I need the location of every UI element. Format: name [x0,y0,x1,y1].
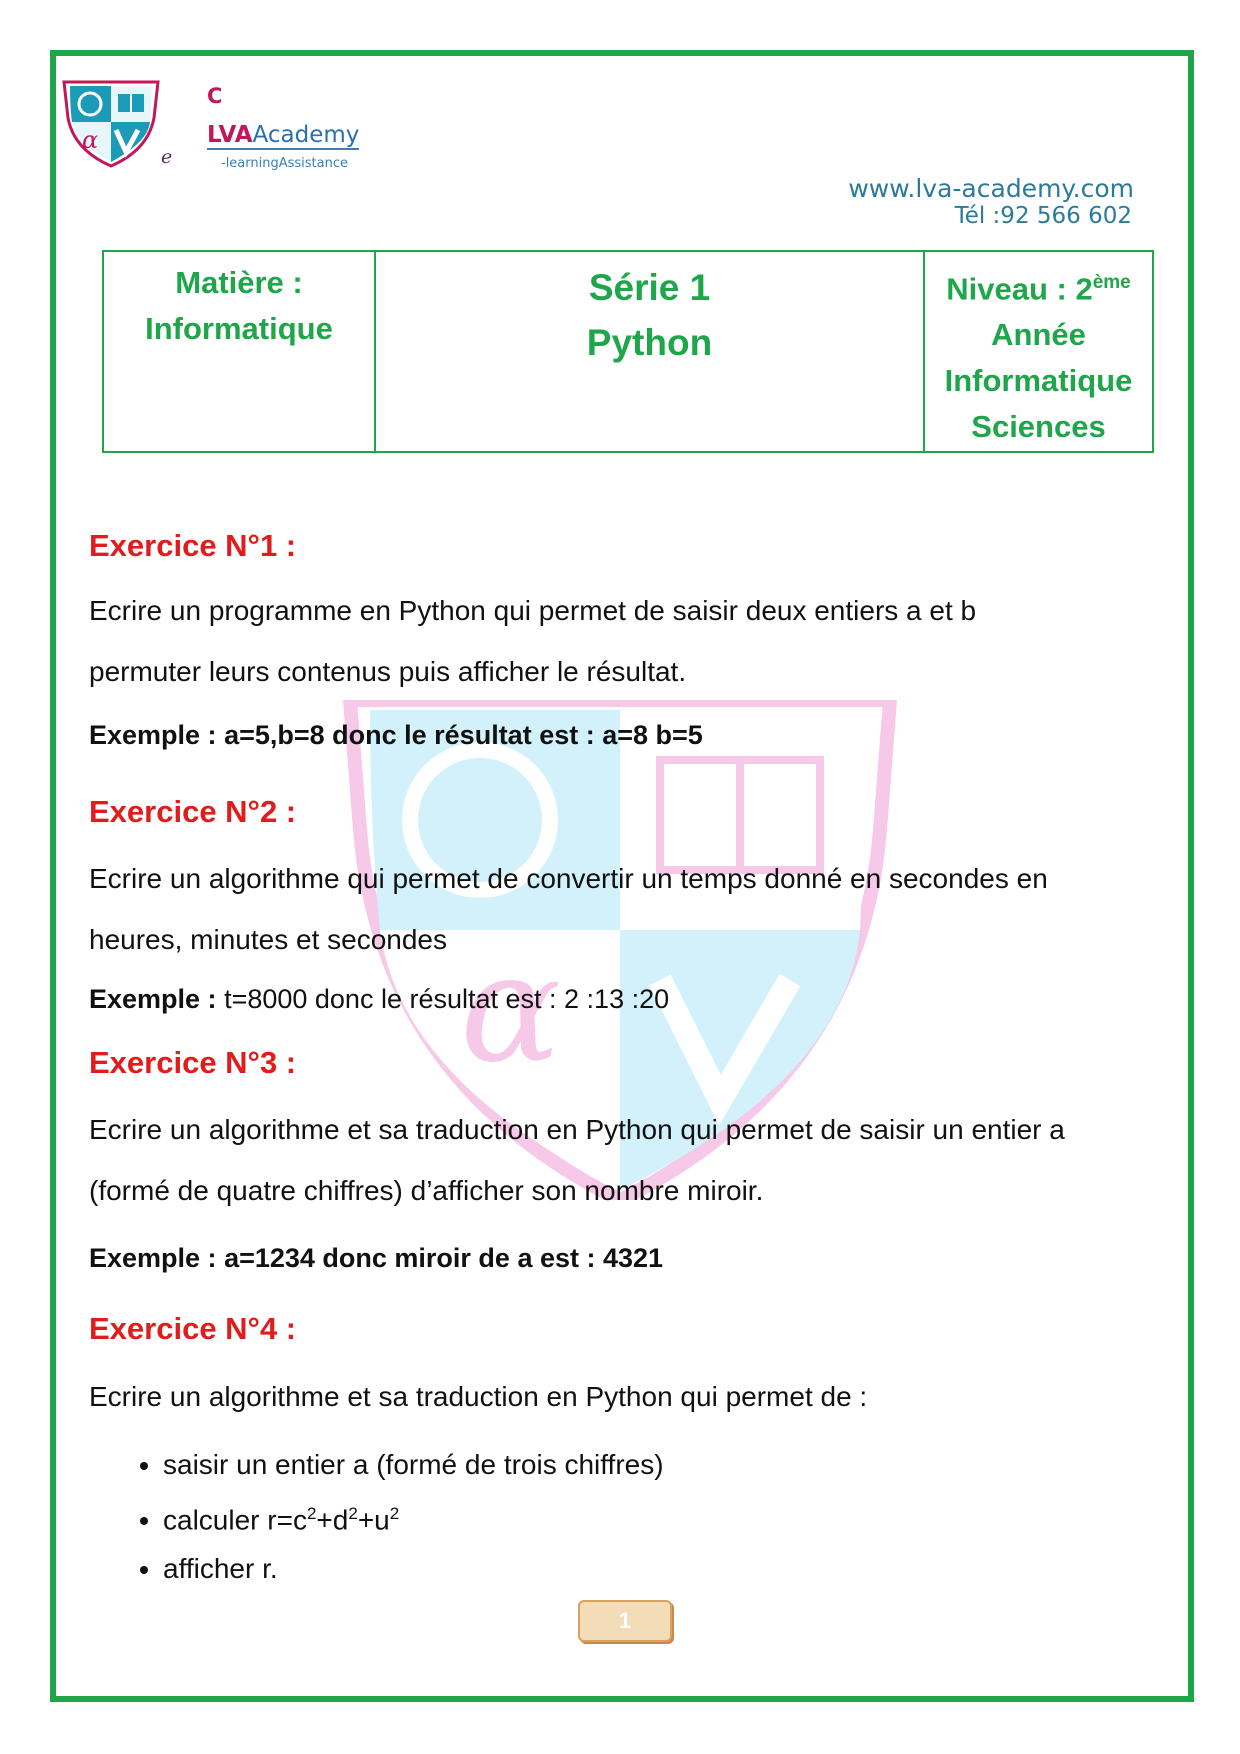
exercise-1-title: Exercice N°1 : [89,528,297,563]
exercise-1-example-text: a=5,b=8 donc le résultat est : a=8 b=5 [216,720,703,750]
svg-text:α: α [460,922,562,1096]
bullet-2-sup-2: 2 [348,1504,358,1523]
exercise-1-line-2: permuter leurs contenus puis afficher le résultat. [89,656,687,687]
exercise-3-example-label: Exemple : [89,1243,217,1273]
exercise-2-example-label: Exemple : [89,984,217,1014]
exercise-3-example [89,1243,663,1274]
exercise-4-bullet-list [119,1440,664,1593]
serie-value: Python [586,322,713,363]
matiere-label: Matière : [175,265,303,300]
exercise-1-example [89,720,703,751]
exercise-1-line-1: Ecrire un programme en Python qui permet de saisir deux entiers a et b [89,595,977,626]
exercise-4-bullet-2 [163,1489,664,1544]
niveau-line-2: Année [991,317,1086,353]
serie-cell [375,251,924,452]
lva-academy-logo-icon [58,78,164,168]
exercise-3-line-2: (formé de quatre chiffres) d’afficher son nombre miroir. [89,1175,764,1206]
info-table [102,250,1154,453]
brand-name [207,122,359,150]
exercise-4-bullet-3: • afficher r. [163,1544,664,1593]
exercise-2-title: Exercice N°2 : [89,794,297,829]
exercise-2-line-1: Ecrire un algorithme qui permet de convertir un temps donné en secondes en [89,863,1048,894]
exercise-4-title: Exercice N°4 : [89,1311,297,1346]
exercise-3-line-1: Ecrire un algorithme et sa traduction en Python qui permet de saisir un entier a [89,1114,1065,1145]
bullet-2-mid-1: +d [316,1504,349,1536]
page-number: 1 [578,1600,672,1642]
brand-academy: Academy [252,122,360,148]
exercise-2-line-2: heures, minutes et secondes [89,924,447,955]
exercise-1-example-label: Exemple : [89,720,217,750]
exercise-2-example [89,984,669,1015]
exercise-4-bullet-1: • saisir un entier a (formé de trois chiffres) [163,1440,664,1489]
matiere-cell [103,251,375,452]
exercise-2-example-text: t=8000 donc le résultat est : 2 :13 :20 [216,984,670,1014]
exercise-3-example-text: a=1234 donc miroir de a est : 4321 [216,1243,664,1273]
matiere-value: Informatique [145,311,333,346]
niveau-superscript: ème [1092,272,1131,293]
bullet-2-prefix: calculer r=c [163,1504,307,1536]
svg-text:α: α [82,126,99,154]
exercise-3-title: Exercice N°3 : [89,1045,297,1080]
bullet-2-mid-2: +u [357,1504,390,1536]
brand-lva: LVA [207,122,253,148]
serie-label: Série 1 [588,267,711,308]
niveau-label: Niveau : 2 [946,271,1093,307]
website-link[interactable]: www.lva-academy.com [848,174,1134,203]
brand-letter-c: C [207,84,223,108]
exercise-4-line-1: Ecrire un algorithme et sa traduction en Python qui permet de : [89,1381,868,1412]
niveau-cell [924,251,1153,452]
bullet-2-sup-1: 2 [306,1504,317,1523]
niveau-label-line [926,260,1151,312]
bullet-2-sup-3: 2 [389,1504,400,1523]
phone-number: Tél :92 566 602 [954,203,1132,229]
niveau-line-3: Informatique [944,363,1133,399]
niveau-line-4: Sciences [971,409,1106,445]
brand-tagline: -learningAssistance [221,156,348,171]
brand-letter-e: e [161,146,173,168]
